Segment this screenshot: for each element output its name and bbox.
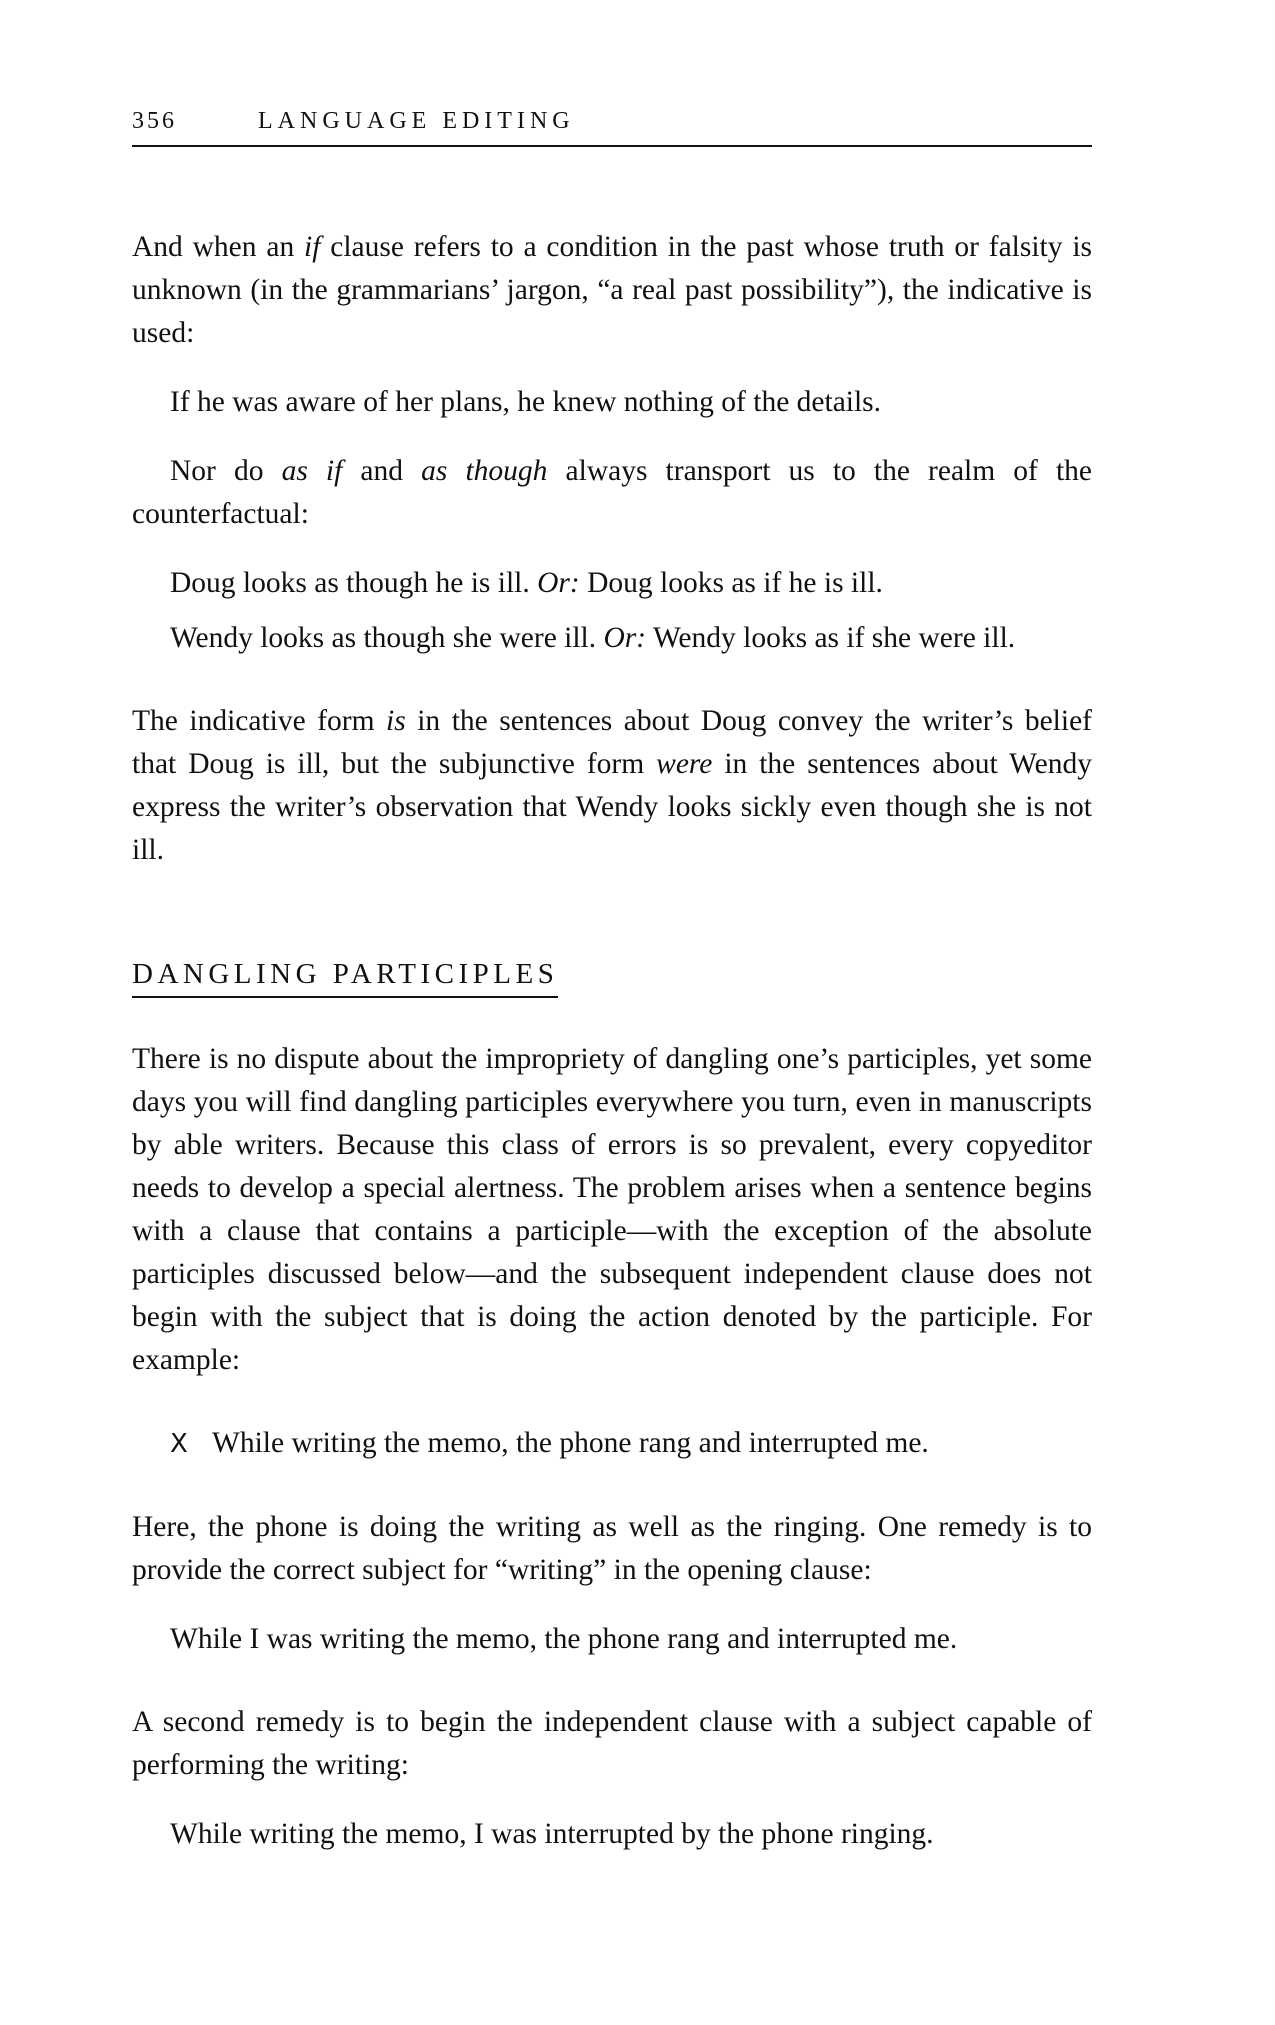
paragraph-as-if <box>132 450 1092 536</box>
example-sentence <box>132 562 1092 605</box>
page-body <box>132 226 1092 1856</box>
italic-term: as though <box>421 455 548 487</box>
italic-term: as if <box>281 455 343 487</box>
wrong-mark-icon: X <box>170 1429 188 1459</box>
text-run: Doug looks as if he is ill. <box>579 567 883 599</box>
incorrect-example <box>132 1422 1092 1466</box>
italic-term: if <box>304 231 321 263</box>
text-run: and <box>342 455 422 487</box>
text-run: While writing the memo, the phone rang and interrupted me. <box>212 1427 929 1459</box>
text-run: Wendy looks as if she were ill. <box>646 622 1016 654</box>
italic-term: were <box>656 748 713 780</box>
paragraph-dangling: There is no dispute about the impropriety of dangling one’s participles, yet some days you will find dangling participles everywhere you turn, even in manuscripts by able writers. Because this class of errors is so prevalent, every copyeditor needs to develop a special alertness. The problem arises when a sentence begins with a clause that contains a participle—with the exception of the absolute participles discussed below—and the subsequent independent clause does not begin with the subject that is doing the action denoted by the participle. For example: <box>132 1043 1092 1376</box>
text-run: clause refers to a condition in the past whose truth or falsity is unknown (in the grammarians’ jargon, “a real past possibility”), the indicative is used: <box>132 231 1092 349</box>
paragraph-doug-wendy <box>132 700 1092 872</box>
text-run: in the sentences about Doug convey the writer’s belief that Doug is ill, but the subjunctive form <box>132 705 1092 780</box>
paragraph-remedy-2: A second remedy is to begin the independent clause with a subject capable of performing the writing: <box>132 1706 1092 1781</box>
text-run: Nor do <box>170 455 282 487</box>
section-heading: DANGLING PARTICIPLES <box>132 956 558 998</box>
text-run: The indicative form <box>132 705 387 737</box>
text-run: always transport us to the realm of the counterfactual: <box>132 455 1093 530</box>
paragraph-indicative <box>132 226 1092 355</box>
text-run: Wendy looks as though she were ill. <box>170 622 604 654</box>
italic-term: is <box>386 705 406 737</box>
example-sentence: If he was aware of her plans, he knew nothing of the details. <box>170 386 882 418</box>
italic-term: Or: <box>537 567 580 599</box>
example-sentence <box>132 617 1092 660</box>
page-number: 356 <box>132 108 177 134</box>
text-run: Doug looks as though he is ill. <box>170 567 538 599</box>
text-run: in the sentences about Wendy express the writer’s observation that Wendy looks sickly even though she is not ill. <box>132 748 1092 866</box>
example-sentence: While writing the memo, I was interrupted by the phone ringing. <box>170 1818 934 1850</box>
paragraph-remedy-1: Here, the phone is doing the writing as well as the ringing. One remedy is to provide the correct subject for “writing” in the opening clause: <box>132 1511 1092 1586</box>
italic-term: Or: <box>603 622 647 654</box>
example-sentence: While I was writing the memo, the phone rang and interrupted me. <box>170 1623 958 1655</box>
running-header <box>132 108 1092 147</box>
running-title: LANGUAGE EDITING <box>258 108 575 134</box>
text-run: And when an <box>132 231 305 263</box>
